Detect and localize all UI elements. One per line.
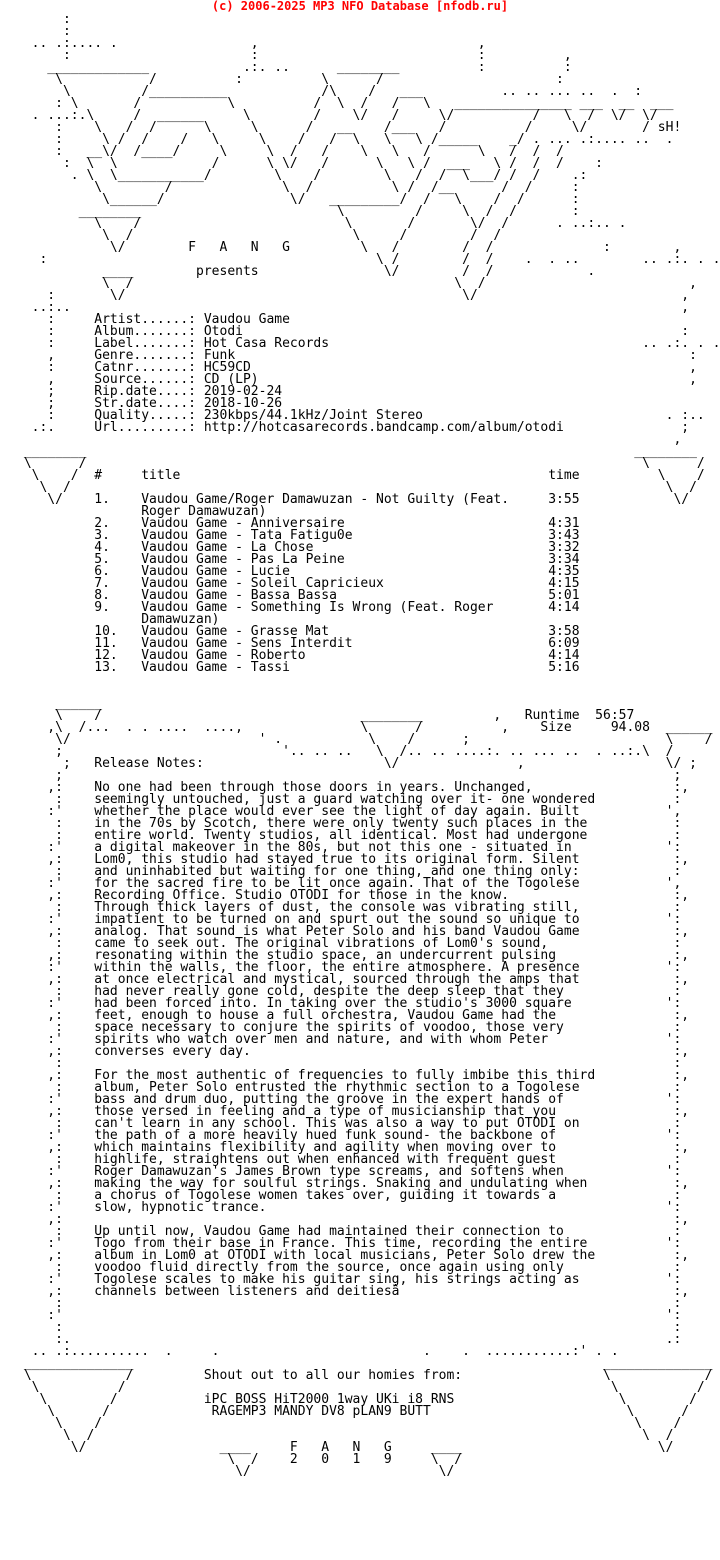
nfo-line: :' Togolese scales to make his guitar sing, his strings acting as ': xyxy=(16,1272,682,1287)
nfo-line: ,: Lom0, this studio had stayed true to its original form. Silent :, xyxy=(16,852,690,867)
nfo-line: :' Roger Damawuzan's James Brown type screams, and softens when ': xyxy=(16,1164,682,1179)
nfo-line: ; '.. .. .. \ /.. .. ....:. .. ... .. . ..:.\ / xyxy=(16,744,674,759)
nfo-line: :' a digital makeover in the 80s, but not this one - situated in ': xyxy=(16,840,682,855)
nfo-line: : : xyxy=(16,1320,682,1335)
nfo-line: \______/ \/ _________/ / \ / / : xyxy=(16,192,580,207)
nfo-line: \ / \ / xyxy=(16,1416,682,1431)
nfo-line: : Up until now, Vaudou Game had maintained their connection to : xyxy=(16,1224,682,1239)
nfo-line: \/ \/ xyxy=(16,1464,455,1479)
nfo-line: 11. Vaudou Game - Sens Interdit 6:09 xyxy=(16,636,580,651)
nfo-line: ______ xyxy=(16,696,103,711)
nfo-line: :' ': xyxy=(16,1308,682,1323)
nfo-line: 12. Vaudou Game - Roberto 4:14 xyxy=(16,648,580,663)
nfo-line: \ / iPC BOSS HiT2000 1way UKi i8 RNS \ / xyxy=(16,1392,697,1407)
nfo-line: Roger Damawuzan) xyxy=(16,504,267,519)
nfo-line: ,: Recording Office. Studio OTODI for those in the know. :, xyxy=(16,888,690,903)
nfo-line: ,: which maintains flexibility and agility when moving over to :, xyxy=(16,1140,690,1155)
nfo-line: ,: No one had been through those doors in years. Unchanged, :, xyxy=(16,780,690,795)
nfo-line: : Catnr.......: HC59CD , xyxy=(16,360,697,375)
nfo-line: Damawuzan) xyxy=(16,612,220,627)
nfo-line: : had never really gone cold, despite the deep sleep that they : xyxy=(16,984,682,999)
nfo-line: :' had been forced into. In taking over the studio's 3000 square ': xyxy=(16,996,682,1011)
nfo-line: : \ \ / \ \/ / \ \ / ___ \ / / / : xyxy=(16,156,603,171)
nfo-line: ; Rip.date....: 2019-02-24 xyxy=(16,384,283,399)
nfo-line: \ / \ / xyxy=(16,1380,705,1395)
nfo-line: 8. Vaudou Game - Bassa Bassa 5:01 xyxy=(16,588,580,603)
nfo-line: ________ ________ xyxy=(16,444,697,459)
nfo-line: 5. Vaudou Game - Pas La Peine 3:34 xyxy=(16,552,580,567)
nfo-line: : highlife, straightens out when enhanced with frequent guest : xyxy=(16,1152,682,1167)
nfo-line: :' Togo from their base in France. This time, recording the entire ': xyxy=(16,1236,682,1251)
nfo-line: : in the 70s by Scotch, there were only twenty such places in the : xyxy=(16,816,682,831)
nfo-line: : \ / \ / \ / / \ _______________ ___ __ ___ xyxy=(16,96,674,111)
nfo-line: : \ / / / \ \ / / \ \ \ /_____ _/ . ... .:.... .. . xyxy=(16,132,674,147)
nfo-line: : xyxy=(16,24,71,39)
nfo-line: : seemingly untouched, just a guard watching over it- one wondered : xyxy=(16,792,682,807)
nfo-line: : \/ \/ , xyxy=(16,288,690,303)
nfo-line: ,: For the most authentic of frequencies to fully imbibe this third :, xyxy=(16,1068,690,1083)
nfo-line: .. .:.... . , , xyxy=(16,36,486,51)
nfo-line: \ / RAGEMP3 MANDY DV8 pLAN9 BUTT \ / xyxy=(16,1404,690,1419)
nfo-line: : : : , xyxy=(16,48,572,63)
nfo-line: : album, Peter Solo entrusted the rhythmic section to a Togolese : xyxy=(16,1080,682,1095)
nfo-line: ,: album in Lom0 at OTODI with local musicians, Peter Solo drew the :, xyxy=(16,1248,690,1263)
nfo-line: .. .:.......... . . . . ...........:' . . xyxy=(16,1344,619,1359)
nfo-line: \ / \ / \ / /__ / / : xyxy=(16,180,580,195)
nfo-line: ,: analog. That sound is what Peter Solo and his band Vaudou Game :, xyxy=(16,924,690,939)
nfo-line: , Source......: CD (LP) , xyxy=(16,372,697,387)
nfo-line: .:. Url.........: http://hotcasarecords.bandcamp.com/album/otodi ; xyxy=(16,420,690,435)
nfo-line: : __\/ /____/ \ \ / / \ \ / \ / / / xyxy=(16,144,564,159)
nfo-line: \ /__________ /\ / ___ .. .. ... .. . : xyxy=(16,84,643,99)
nfo-line: :' whether the place would ever see the light of day again. Built ', xyxy=(16,804,682,819)
nfo-line: :. .: xyxy=(16,1332,682,1347)
nfo-line: _____________ .:. .. ________ : : xyxy=(16,60,572,75)
nfo-line: :' for the sacred fire to be lit once again. That of the Togolese ', xyxy=(16,876,682,891)
nfo-line: 13. Vaudou Game - Tassi 5:16 xyxy=(16,660,580,675)
nfo-line: :' impatient to be turned on and spurt out the sound so unique to ': xyxy=(16,912,682,927)
nfo-line: : : xyxy=(16,1296,682,1311)
nfo-line: ; Str.date....: 2018-10-26 xyxy=(16,396,283,411)
nfo-line: ; Release Notes: \/ , \/ ; xyxy=(16,756,697,771)
nfo-line: ,: channels between listeners and deitiesâ :, xyxy=(16,1284,690,1299)
nfo-line: : Label.......: Hot Casa Records .. .:. . . xyxy=(16,336,720,351)
nfo-line: 9. Vaudou Game - Something Is Wrong (Feat. Roger 4:14 xyxy=(16,600,580,615)
nfo-line: ,: resonating within the studio space, an undercurrent pulsing :, xyxy=(16,948,690,963)
nfo-line: ______________ ______________ xyxy=(16,1356,713,1371)
nfo-line: :' spirits who watch over men and nature, and with whom Peter ': xyxy=(16,1032,682,1047)
nfo-line: \/ F A N G \ / / / : , xyxy=(16,240,682,255)
nfo-line: \/ 1. Vaudou Game/Roger Damawuzan - Not Guilty (Feat. 3:55 \/ xyxy=(16,492,690,507)
nfo-line: \ / \ / xyxy=(16,480,697,495)
nfo-line: ,: :, xyxy=(16,1212,690,1227)
nfo-line: : came to seek out. The original vibrations of Lom0's sound, : xyxy=(16,936,682,951)
nfo-line: , xyxy=(16,432,682,447)
nfo-line: \ / \ / / / xyxy=(16,228,502,243)
nfo-line: ,: converses every day. :, xyxy=(16,1044,690,1059)
nfo-line: \ / Shout out to all our homies from: \ / xyxy=(16,1368,713,1383)
nfo-line: :' the path of a more heavily hued funk sound- the backbone of ': xyxy=(16,1128,682,1143)
nfo-line: 3. Vaudou Game - Tata Fatigu0e 3:43 xyxy=(16,528,580,543)
nfo-line: . ...:.\ / ______ \ / \/ / \/ / \ / \/ \/ xyxy=(16,108,658,123)
nfo-line: ____ presents \/ / / . xyxy=(16,264,596,279)
nfo-line: : Artist......: Vaudou Game xyxy=(16,312,290,327)
nfo-line: : Quality.....: 230kbps/44.1kHz/Joint Stereo . :.. xyxy=(16,408,705,423)
nfo-line: 7. Vaudou Game - Soleil Capricieux 4:15 xyxy=(16,576,580,591)
nfo-line: \/ ' . \ / ; \ / xyxy=(16,732,713,747)
nfo-line: 10. Vaudou Game - Grasse Mat 3:58 xyxy=(16,624,580,639)
nfo-line: \ / \ / , xyxy=(16,276,697,291)
nfo-line: 2. Vaudou Game - Anniversaire 4:31 xyxy=(16,516,580,531)
nfo-line: . \ \___________/ \ / \ / / \___/ / / .: xyxy=(16,168,588,183)
nfo-line: :' within the walls, the floor, the entire atmosphere. A presence ': xyxy=(16,960,682,975)
nfo-line: , Genre.......: Funk : xyxy=(16,348,697,363)
nfo-line: \ / : \ / : xyxy=(16,72,564,87)
nfo-line: : can't learn in any school. This was also a way to put OTODI on : xyxy=(16,1116,682,1131)
nfo-line: : Through thick layers of dust, the console was vibrating still, : xyxy=(16,900,682,915)
nfo-line: :' bass and drum duo, putting the groove in the expert hands of ': xyxy=(16,1092,682,1107)
nfo-line: ________ \ / \ / / : xyxy=(16,204,580,219)
nfo-line xyxy=(16,674,704,686)
nfo-line: ,: feet, enough to house a full orchestra, Vaudou Game had the :, xyxy=(16,1008,690,1023)
nfo-line: 6. Vaudou Game - Lucie 4:35 xyxy=(16,564,580,579)
nfo-line: ,: those versed in feeling and a type of musicianship that you :, xyxy=(16,1104,690,1119)
nfo-line: \ / \ / \/ / . ..:.. . xyxy=(16,216,627,231)
nfo-line: ..:.. , xyxy=(16,300,690,315)
nfo-line: : a chorus of Togolese women takes over, guiding it towards a : xyxy=(16,1188,682,1203)
nfo-line: : : xyxy=(16,1056,682,1071)
nfo-line: : and uninhabited but waiting for one thing, and one thing only: : xyxy=(16,864,682,879)
nfo-line: : \ / / \ \ / __ /___ / / \/ / sH! xyxy=(16,120,682,135)
nfo-line: : \ / / / . . .. .. .:. . . xyxy=(16,252,720,267)
nfo-line: :' slow, hypnotic trance. ': xyxy=(16,1200,682,1215)
nfo-line: ; ; xyxy=(16,768,682,783)
nfo-line: \ / \ / xyxy=(16,456,705,471)
nfo-line: ,: at once electrical and mystical, sourced through the amps that :, xyxy=(16,972,690,987)
nfo-line: \ / ________ , Runtime 56:57 xyxy=(16,708,635,723)
nfo-line: 4. Vaudou Game - La Chose 3:32 xyxy=(16,540,580,555)
nfo-line: ,\ /... . . .... ...., \ / , Size 94.08 ______ xyxy=(16,720,713,735)
nfo-text-block xyxy=(16,12,720,1479)
nfo-line xyxy=(16,686,704,698)
nfo-line: ,: making the way for soulful strings. Snaking and undulating when :, xyxy=(16,1176,690,1191)
nfo-line: : voodoo fluid directly from the source, once again using only : xyxy=(16,1260,682,1275)
nfo-line: \/ ____ F A N G ____ \/ xyxy=(16,1440,674,1455)
nfo-line: : space necessary to conjure the spirits of voodoo, those very : xyxy=(16,1020,682,1035)
nfo-line: : entire world. Twenty studios, all identical. Most had undergone : xyxy=(16,828,682,843)
nfo-line: : Album.......: Otodi : xyxy=(16,324,690,339)
nfo-line: \ / 2 0 1 9 \ / xyxy=(16,1452,463,1467)
site-header: (c) 2006-2025 MP3 NFO Database [nfodb.ru] xyxy=(211,0,509,13)
nfo-line: : xyxy=(16,12,71,27)
nfo-line: \ / # title time \ / xyxy=(16,468,705,483)
nfo-line: \ / \ / xyxy=(16,1428,674,1443)
